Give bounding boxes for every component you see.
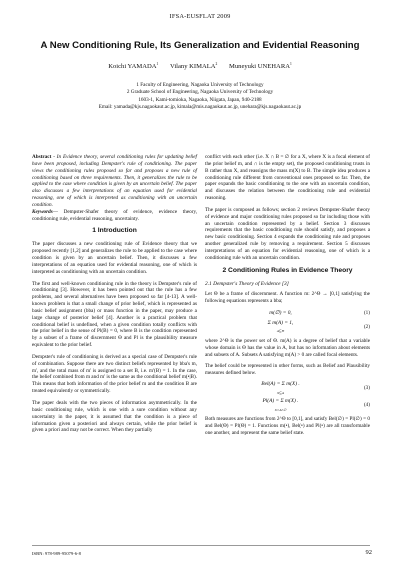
equation-expr: Pl(A) = Σ m(X) .	[262, 397, 299, 404]
equation-2	[205, 321, 370, 334]
paragraph: The paper is composed as follows; section 2 reviews Dempster-Shafer theory of evidence and major conditioning rules proposed so far including those with an uncertain condition represented by a belief. Section 3 discusses requirements that the basic conditioning rule should satisfy, and proposes a new basic conditioning. Section 4 expands the conditioning rule and proposes another generalized rule by removing a requirement. Section 5 discusses interpretations of an equation for evidential reasoning, one of which is a conditioning rule with an uncertain condition.	[205, 206, 370, 261]
equation-number: (4)	[363, 402, 370, 409]
email-line: Email: yamada@kjs.nagaokaut.ac.jp, kimala@mis.nagaokaut.ac.jp, unehara@kjs.nagaokaut.ac.jp	[98, 103, 302, 110]
page-number: 92	[365, 549, 372, 556]
equation-4	[205, 399, 370, 412]
section-heading-introduction: 1 Introduction	[92, 227, 137, 235]
section-heading-conditioning-rules: 2 Conditioning Rules in Evidence Theory	[222, 266, 353, 274]
paragraph: Let Θ be a frame of discernment. A function m: 2^Θ → [0,1] satisfying the following equations represents a bba;	[205, 291, 370, 305]
paragraph: conflict with each other (i.e. X ∩ B = ∅ for a X, where X is a focal element of the prior belief m, and ∩ is the empty set), the proposed conditioning trusts in B rather than X, and reassigns the mass m(X) to B. The simple idea produces a conditioning rule different from conventional ones proposed so far. Then, the paper expands the basic conditioning to the one with an uncertain condition, and discusses the relation between the conditioning rule and evidential reasoning.	[205, 154, 370, 202]
equation-subscript: X⊆A	[277, 390, 284, 395]
author-1: Koichi YAMADA$^1$	[108, 62, 159, 71]
equation-expr: Bel(A) = Σ m(X) .	[261, 380, 300, 387]
affiliation-line: 2 Graduate School of Engineering, Nagaoka University of Technology	[126, 89, 274, 96]
affiliation-line: 1 Faculty of Engineering, Nagaoka University of Technology	[136, 82, 264, 88]
paragraph: where 2^Θ is the power set of Θ. m(A) is a degree of belief that a variable whose domain is Θ has the value in A, but has no information about elements and subsets of A. Subsets A satisfying m(A) > 0 are called focal elements.	[205, 337, 370, 358]
author-list	[0, 62, 400, 70]
author-2: Vilany KIMALA$^2$	[169, 62, 218, 71]
abstract-text: - In Evidence theory, several conditioning rules for updating belief have been proposed, including Dempster's rule of conditioning. The paper views the conditioning rules proposed so far and proposes a new rule of conditioning based on three requirements. Then, it generalizes the rule to be applied to the case where condition is given by an uncertain belief. The paper also discusses a few interpretations of an equation used for evidential reasoning, one of which is interpreted as conditioning with an uncertain condition.	[32, 154, 197, 208]
paper-title: A New Conditioning Rule, Its Generalization and Evidential Reasoning	[40, 40, 360, 51]
footer-rule	[32, 545, 370, 546]
footer-isbn: ISBN: 978-989-95079-6-8	[32, 551, 81, 556]
keywords-text: — Dempster-Shafer theory of evidence, evidence theory, conditioning rule, evidential reasoning, uncertainty.	[32, 208, 197, 222]
abstract-label: Abstract	[32, 154, 52, 160]
equation-number: (2)	[363, 323, 370, 330]
author-3: Muneyuki UNEHARA$^1$	[228, 62, 292, 71]
left-column	[32, 154, 197, 439]
equation-subscript: X∩A≠∅	[274, 407, 287, 412]
equation-expr: m(∅) = 0,	[269, 310, 292, 317]
paragraph: The paper discusses a new conditioning rule of Evidence theory that we proposed recently [1,2] and generalizes the rule to be applied to the case where condition is given by an uncertain belief. Then, it discusses a few interpretations of an equation used for evidential reasoning, one of which is interpreted as conditioning with an uncertain condition.	[32, 241, 197, 275]
running-head: IFSA-EUSFLAT 2009	[169, 13, 231, 20]
equation-1	[205, 310, 370, 317]
paragraph: Both measures are functions from 2^Θ to [0,1], and satisfy Bel(∅) = Pl(∅) = 0 and Bel(Θ) = Pl(Θ) = 1. Functions m(•), Bel(•) and Pl(•) are all transformable one another, and represent the same belief state.	[205, 416, 370, 436]
equation-expr: Σ m(A) = 1,	[267, 319, 294, 326]
keywords	[32, 209, 197, 223]
paragraph: The belief could be represented in other forms, such as Belief and Plausibility measures defined below.	[205, 363, 370, 377]
equation-subscript: A⊆Θ	[276, 329, 285, 334]
equation-3	[205, 382, 370, 395]
right-column	[205, 154, 370, 442]
affiliations	[0, 82, 400, 111]
equation-number: (1)	[363, 310, 370, 317]
affiliation-line: 1603-1, Kami-tomioka, Nagaoka, Niigata, Japan, 940-2188	[138, 96, 262, 103]
abstract	[32, 154, 197, 209]
paragraph: The paper deals with the two pieces of information asymmetrically. In the basic conditioning rule, which is one with a sure condition without any uncertainty in the paper, it is assumed that the condition is a piece of information given a posteriori and always certain, while the prior belief is given a priori and may not be correct. When they partially	[32, 400, 197, 434]
paragraph: The first and well-known conditioning rule in the theory is Dempster's rule of conditioning [3]. However, it has been pointed out that the rule has a few problems, and several alternatives have been proposed so far [4-13]. A well-known problem is that a small change of prior belief, which is represented as basic belief assignment (bba) or mass function in the paper, may produce a large change of posterior belief [4]. Another is a practical problem that conditional belief is undefined, when a given condition totally conflicts with the prior belief in the sense of Pl(B) = 0, where B is the condition represented by a subset of a frame of discernment Θ and Pl is the plausibility measure equivalent to the prior belief.	[32, 280, 197, 349]
keywords-label: Keywords	[32, 208, 53, 215]
equation-number: (3)	[363, 385, 370, 392]
paragraph: Dempster's rule of conditioning is derived as a special case of Dempster's rule of combination. Suppose there are two distinct beliefs represented by bba's m, m', and the total mass of m' is assigned to a set B, i.e. m'(B) = 1. In the case, the belief combined from m and m' is the same as the conditional belief m(•|B). This means that both information of the prior belief m and the condition B are treated equivalently or symmetrically.	[32, 353, 197, 395]
subsection-heading: 2.1 Dempster's Theory of Evidence [3]	[205, 280, 289, 287]
